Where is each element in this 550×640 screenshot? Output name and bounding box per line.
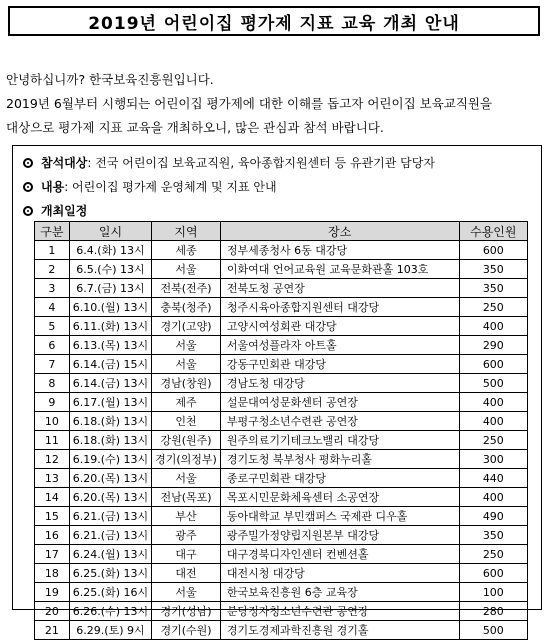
table-row xyxy=(35,450,528,469)
cell-region: 제주 xyxy=(152,393,221,412)
table-row xyxy=(35,393,528,412)
cell-venue: 강동구민회관 대강당 xyxy=(220,355,459,374)
cell-capacity: 400 xyxy=(459,488,527,507)
cell-region: 전북(전주) xyxy=(152,279,221,298)
target-line xyxy=(23,154,435,171)
content-line xyxy=(23,178,277,195)
cell-datetime: 6.18.(화) 13시 xyxy=(69,431,151,450)
cell-no: 8 xyxy=(35,374,70,393)
cell-venue: 경기도청 북부청사 평화누리홀 xyxy=(220,450,459,469)
cell-capacity: 290 xyxy=(459,336,527,355)
cell-no: 12 xyxy=(35,450,70,469)
table-row xyxy=(35,355,528,374)
cell-no: 13 xyxy=(35,469,70,488)
table-row xyxy=(35,412,528,431)
schedule-line xyxy=(23,202,87,219)
cell-capacity: 500 xyxy=(459,374,527,393)
header-capacity: 수용인원 xyxy=(459,222,527,241)
cell-datetime: 6.10.(월) 13시 xyxy=(69,298,151,317)
cell-no: 2 xyxy=(35,260,70,279)
cell-capacity: 500 xyxy=(459,621,527,640)
cell-capacity: 490 xyxy=(459,507,527,526)
info-box xyxy=(12,145,542,637)
cell-capacity: 250 xyxy=(459,545,527,564)
cell-datetime: 6.19.(수) 13시 xyxy=(69,450,151,469)
cell-no: 7 xyxy=(35,355,70,374)
header-datetime: 일시 xyxy=(69,222,151,241)
table-row xyxy=(35,374,528,393)
cell-region: 경남(창원) xyxy=(152,374,221,393)
circle-bullet-icon xyxy=(23,182,33,192)
cell-venue: 대구경북디자인센터 컨벤션홀 xyxy=(220,545,459,564)
table-row xyxy=(35,564,528,583)
intro-line-3: 대상으로 평가제 지표 교육을 개최하오니, 많은 관심과 참석 바랍니다. xyxy=(6,120,384,135)
circle-bullet-icon xyxy=(23,206,33,216)
cell-no: 3 xyxy=(35,279,70,298)
table-row xyxy=(35,583,528,602)
cell-no: 4 xyxy=(35,298,70,317)
cell-no: 14 xyxy=(35,488,70,507)
table-row xyxy=(35,488,528,507)
circle-bullet-icon xyxy=(23,158,33,168)
page-title: 2019년 어린이집 평가제 지표 교육 개최 안내 xyxy=(8,6,540,36)
cell-venue: 경기도경제과학진흥원 경기홀 xyxy=(220,621,459,640)
cell-venue: 동아대학교 부민캠퍼스 국제관 디우홀 xyxy=(220,507,459,526)
cell-region: 서울 xyxy=(152,469,221,488)
cell-capacity: 600 xyxy=(459,564,527,583)
table-header-row xyxy=(35,222,528,241)
cell-datetime: 6.21.(금) 13시 xyxy=(69,526,151,545)
cell-datetime: 6.7.(금) 13시 xyxy=(69,279,151,298)
table-row xyxy=(35,602,528,621)
cell-venue: 이화여대 언어교육원 교육문화관홀 103호 xyxy=(220,260,459,279)
intro-line-2: 2019년 6월부터 시행되는 어린이집 평가제에 대한 이해를 돕고자 어린이집 보육교직원을 xyxy=(6,96,493,111)
cell-region: 강원(원주) xyxy=(152,431,221,450)
cell-datetime: 6.29.(토) 9시 xyxy=(69,621,151,640)
table-row xyxy=(35,526,528,545)
cell-no: 21 xyxy=(35,621,70,640)
cell-region: 서울 xyxy=(152,355,221,374)
cell-capacity: 600 xyxy=(459,241,527,260)
cell-datetime: 6.26.(수) 13시 xyxy=(69,602,151,621)
intro-text xyxy=(6,68,546,140)
cell-venue: 한국보육진흥원 6층 교육장 xyxy=(220,583,459,602)
table-row xyxy=(35,621,528,640)
cell-capacity: 400 xyxy=(459,412,527,431)
cell-datetime: 6.5.(수) 13시 xyxy=(69,260,151,279)
cell-venue: 부평구청소년수련관 공연장 xyxy=(220,412,459,431)
cell-region: 대구 xyxy=(152,545,221,564)
table-row xyxy=(35,317,528,336)
table-row xyxy=(35,469,528,488)
cell-datetime: 6.25.(화) 13시 xyxy=(69,564,151,583)
cell-no: 18 xyxy=(35,564,70,583)
cell-venue: 설문대여성문화센터 공연장 xyxy=(220,393,459,412)
cell-datetime: 6.14.(금) 15시 xyxy=(69,355,151,374)
cell-datetime: 6.18.(화) 13시 xyxy=(69,412,151,431)
cell-datetime: 6.14.(금) 13시 xyxy=(69,374,151,393)
cell-region: 서울 xyxy=(152,260,221,279)
table-row xyxy=(35,260,528,279)
cell-capacity: 350 xyxy=(459,526,527,545)
table-row xyxy=(35,336,528,355)
cell-region: 전남(목포) xyxy=(152,488,221,507)
cell-venue: 경남도청 대강당 xyxy=(220,374,459,393)
cell-region: 경기(의정부) xyxy=(152,450,221,469)
content-text: : 어린이집 평가제 운영체계 및 지표 안내 xyxy=(64,180,277,194)
cell-region: 서울 xyxy=(152,583,221,602)
cell-no: 5 xyxy=(35,317,70,336)
cell-no: 17 xyxy=(35,545,70,564)
cell-no: 16 xyxy=(35,526,70,545)
cell-datetime: 6.13.(목) 13시 xyxy=(69,336,151,355)
cell-capacity: 600 xyxy=(459,355,527,374)
header-region: 지역 xyxy=(152,222,221,241)
cell-no: 15 xyxy=(35,507,70,526)
table-row xyxy=(35,431,528,450)
cell-region: 부산 xyxy=(152,507,221,526)
header-venue: 장소 xyxy=(220,222,459,241)
cell-no: 19 xyxy=(35,583,70,602)
target-label: 참석대상 xyxy=(41,156,88,170)
cell-region: 경기(성남) xyxy=(152,602,221,621)
table-row xyxy=(35,241,528,260)
cell-no: 9 xyxy=(35,393,70,412)
cell-capacity: 400 xyxy=(459,317,527,336)
cell-region: 충북(청주) xyxy=(152,298,221,317)
cell-capacity: 250 xyxy=(459,298,527,317)
table-row xyxy=(35,298,528,317)
cell-region: 광주 xyxy=(152,526,221,545)
cell-region: 세종 xyxy=(152,241,221,260)
cell-region: 서울 xyxy=(152,336,221,355)
cell-datetime: 6.24.(월) 13시 xyxy=(69,545,151,564)
cell-datetime: 6.17.(월) 13시 xyxy=(69,393,151,412)
cell-venue: 청주시육아종합지원센터 대강당 xyxy=(220,298,459,317)
cell-venue: 원주의료기기테크노밸리 대강당 xyxy=(220,431,459,450)
cell-venue: 대전시청 대강당 xyxy=(220,564,459,583)
cell-region: 인천 xyxy=(152,412,221,431)
cell-capacity: 350 xyxy=(459,279,527,298)
cell-datetime: 6.20.(목) 13시 xyxy=(69,469,151,488)
cell-no: 6 xyxy=(35,336,70,355)
schedule-table xyxy=(34,221,528,640)
cell-venue: 광주밀가정양립지원본부 대강당 xyxy=(220,526,459,545)
cell-region: 경기(고양) xyxy=(152,317,221,336)
cell-no: 10 xyxy=(35,412,70,431)
header-no: 구분 xyxy=(35,222,70,241)
intro-line-1: 안녕하십니까? 한국보육진흥원입니다. xyxy=(6,72,214,87)
cell-venue: 서울여성플라자 아트홀 xyxy=(220,336,459,355)
cell-venue: 종로구민회관 대강당 xyxy=(220,469,459,488)
table-row xyxy=(35,507,528,526)
cell-capacity: 100 xyxy=(459,583,527,602)
cell-capacity: 250 xyxy=(459,431,527,450)
cell-venue: 전북도청 공연장 xyxy=(220,279,459,298)
cell-region: 대전 xyxy=(152,564,221,583)
cell-region: 경기(수원) xyxy=(152,621,221,640)
cell-no: 20 xyxy=(35,602,70,621)
cell-datetime: 6.25.(화) 16시 xyxy=(69,583,151,602)
cell-datetime: 6.20.(목) 13시 xyxy=(69,488,151,507)
table-row xyxy=(35,545,528,564)
cell-no: 11 xyxy=(35,431,70,450)
cell-capacity: 280 xyxy=(459,602,527,621)
cell-venue: 분당정자청소년수련관 공연장 xyxy=(220,602,459,621)
cell-venue: 고양시여성회관 대강당 xyxy=(220,317,459,336)
cell-no: 1 xyxy=(35,241,70,260)
schedule-label: 개최일정 xyxy=(41,204,88,218)
target-text: : 전국 어린이집 보육교직원, 육아종합지원센터 등 유관기관 담당자 xyxy=(87,156,435,170)
cell-venue: 정부세종청사 6동 대강당 xyxy=(220,241,459,260)
cell-capacity: 350 xyxy=(459,260,527,279)
cell-datetime: 6.11.(화) 13시 xyxy=(69,317,151,336)
cell-datetime: 6.21.(금) 13시 xyxy=(69,507,151,526)
cell-venue: 목포시민문화체육센터 소공연장 xyxy=(220,488,459,507)
cell-datetime: 6.4.(화) 13시 xyxy=(69,241,151,260)
cell-capacity: 440 xyxy=(459,469,527,488)
cell-capacity: 400 xyxy=(459,393,527,412)
content-label: 내용 xyxy=(41,180,65,194)
table-row xyxy=(35,279,528,298)
cell-capacity: 300 xyxy=(459,450,527,469)
